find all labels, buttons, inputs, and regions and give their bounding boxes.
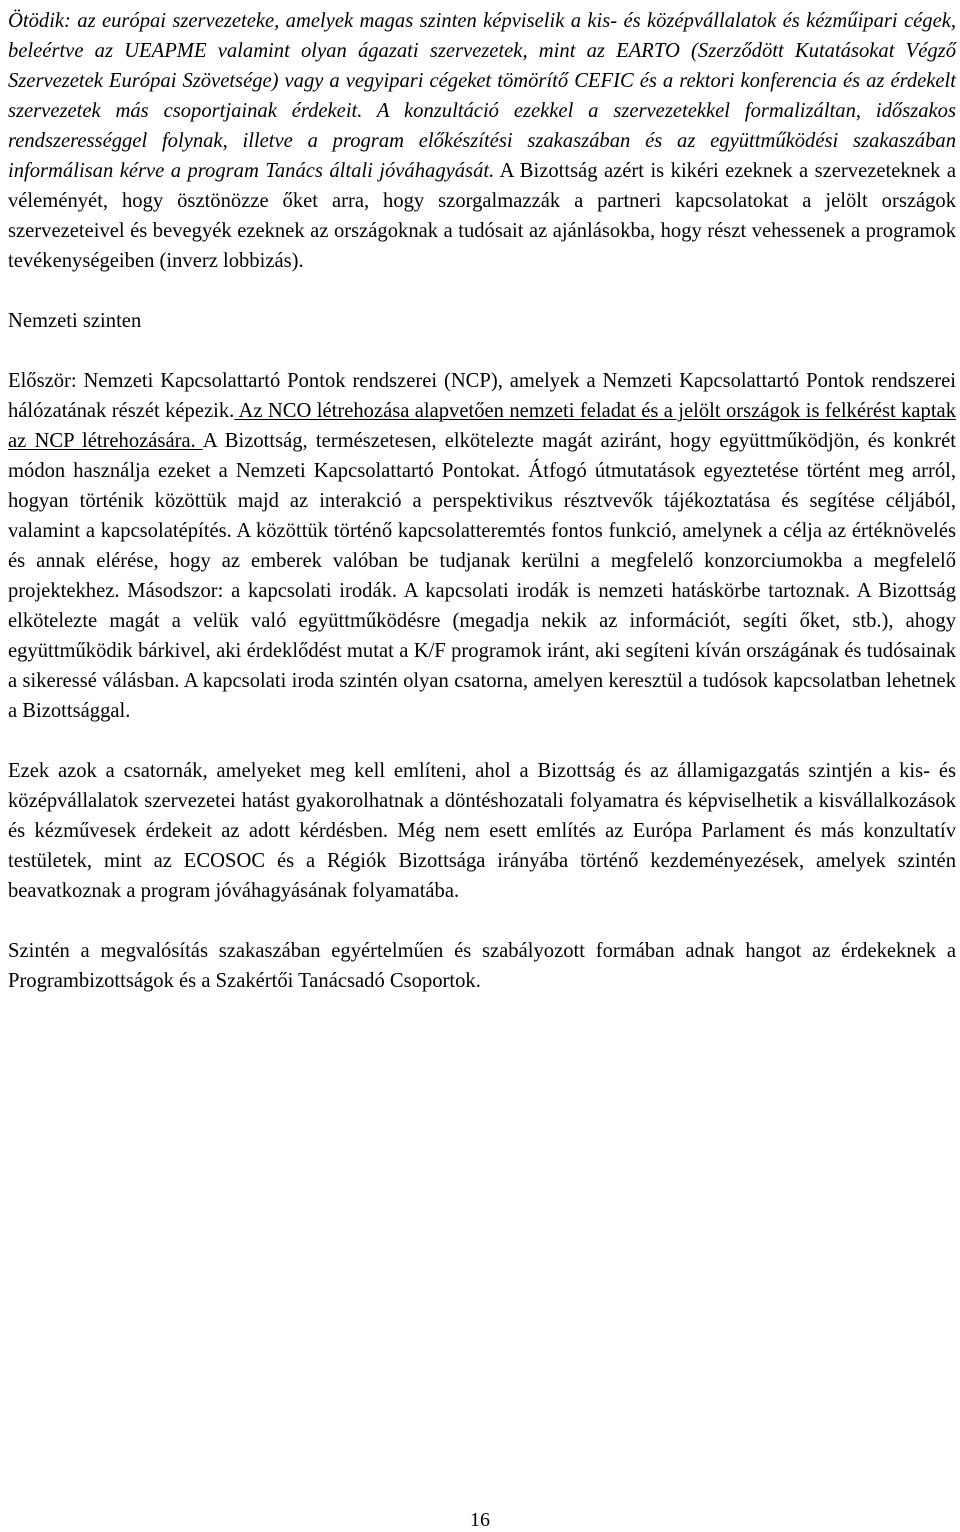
paragraph-stakeholder-organisations bbox=[8, 6, 956, 276]
page-number: 16 bbox=[470, 1509, 490, 1531]
paragraph-lead-text: Először: bbox=[8, 370, 77, 392]
section-heading-national-level: Nemzeti szinten bbox=[8, 310, 142, 332]
paragraph-normal-text: A Bizottság azért is kikéri ezeknek a szervezeteknek a véleményét, hogy ösztönözze őket arra, hogy szorgalmazzák a partneri kapcsolatokat a jelölt országok szervezeteivel és bevegyék ezeknek az országoknak a tudósait az ajánlásokba, hogy részt vehessenek a programok tevékenységeiben (inverz lobbizás). bbox=[8, 160, 956, 272]
underlined-sentence: Az NCO létrehozása alapvetően nemzeti feladat és a jelölt országok is felkérést kaptak az NCP létrehozására. bbox=[8, 400, 956, 452]
paragraph-program-committees: Szintén a megvalósítás szakaszában egyértelműen és szabályozott formában adnak hangot az érdekeknek a Programbizottságok és a Szakértői Tanácsadó Csoportok. bbox=[8, 940, 956, 992]
paragraph-channels: Ezek azok a csatornák, amelyeket meg kell említeni, ahol a Bizottság és az államigazgatás szintjén a kis- és középvállalatok szervezetei hatást gyakorolhatnak a döntéshozatali folyamatra és képviselhetik a kisvállalkozások és kézművesek érdekeit az adott kérdésben. Még nem esett említés az Európa Parlament és más konzultatív testületek, mint az ECOSOC és a Régiók Bizottsága irányába történő kezdeményezések, amelyek szintén beavatkoznak a program jóváhagyásának folyamatába. bbox=[8, 760, 956, 902]
paragraph-italic-text: Ötödik: az európai szervezeteke, amelyek magas szinten képviselik a kis- és középvállalatok és kézműipari cégek, beleértve az UEAPME valamint olyan ágazati szervezetek, mint az EARTO (Szerződött Kutatásokat Végző Szervezetek Európai Szövetsége) vagy a vegyipari cégeket tömörítő CEFIC és a rektori konferencia és az érdekelt szervezetek más csoportjainak érdekeit. A konzultáció ezekkel a szervezetekkel formalizáltan, időszakos rendszerességgel folynak, illetve a program előkészítési szakaszában és az együttműködési szakaszában informálisan kérve a program Tanács általi jóváhagyását. bbox=[8, 10, 956, 182]
paragraph-text-part2: A Bizottság, természetesen, elkötelezte magát aziránt, hogy együttműködjön, és konkrét módon használja ezeket a Nemzeti Kapcsolattartó Pontokat. Átfogó útmutatások egyeztetése történt meg arról, hogyan történik közöttük majd az interakció a perspektivikus résztvevők tájékoztatása és segítése céljából, valamint a kapcsolatépítés. A közöttük történő kapcsolatteremtés fontos funkció, amelynek a célja az értéknövelés és annak elérése, hogy az emberek valóban be tudjanak kerülni a megfelelő konzorciumokba a megfelelő projektekhez. Másodszor: a kapcsolati irodák. A kapcsolati irodák is nemzeti hatáskörbe tartoznak. A Bizottság elkötelezte magát a velük való együttműködésre (megadja nekik az információt, segíti őket, stb.), ahogy együttműködik bárkivel, aki érdeklődést mutat a K/F programok iránt, aki segíteni kíván országának és tudósainak a sikeressé válásban. A kapcsolati iroda szintén olyan csatorna, amelyen keresztül a tudósok kapcsolatban lehetnek a Bizottsággal. bbox=[8, 430, 956, 722]
page-content bbox=[8, 6, 956, 996]
paragraph-national-contact-points bbox=[8, 366, 956, 726]
paragraph-text-part1: Nemzeti Kapcsolattartó Pontok rendszerei (NCP), amelyek a Nemzeti Kapcsolattartó Pontok rendszerei hálózatának részét képezik. bbox=[8, 370, 956, 422]
